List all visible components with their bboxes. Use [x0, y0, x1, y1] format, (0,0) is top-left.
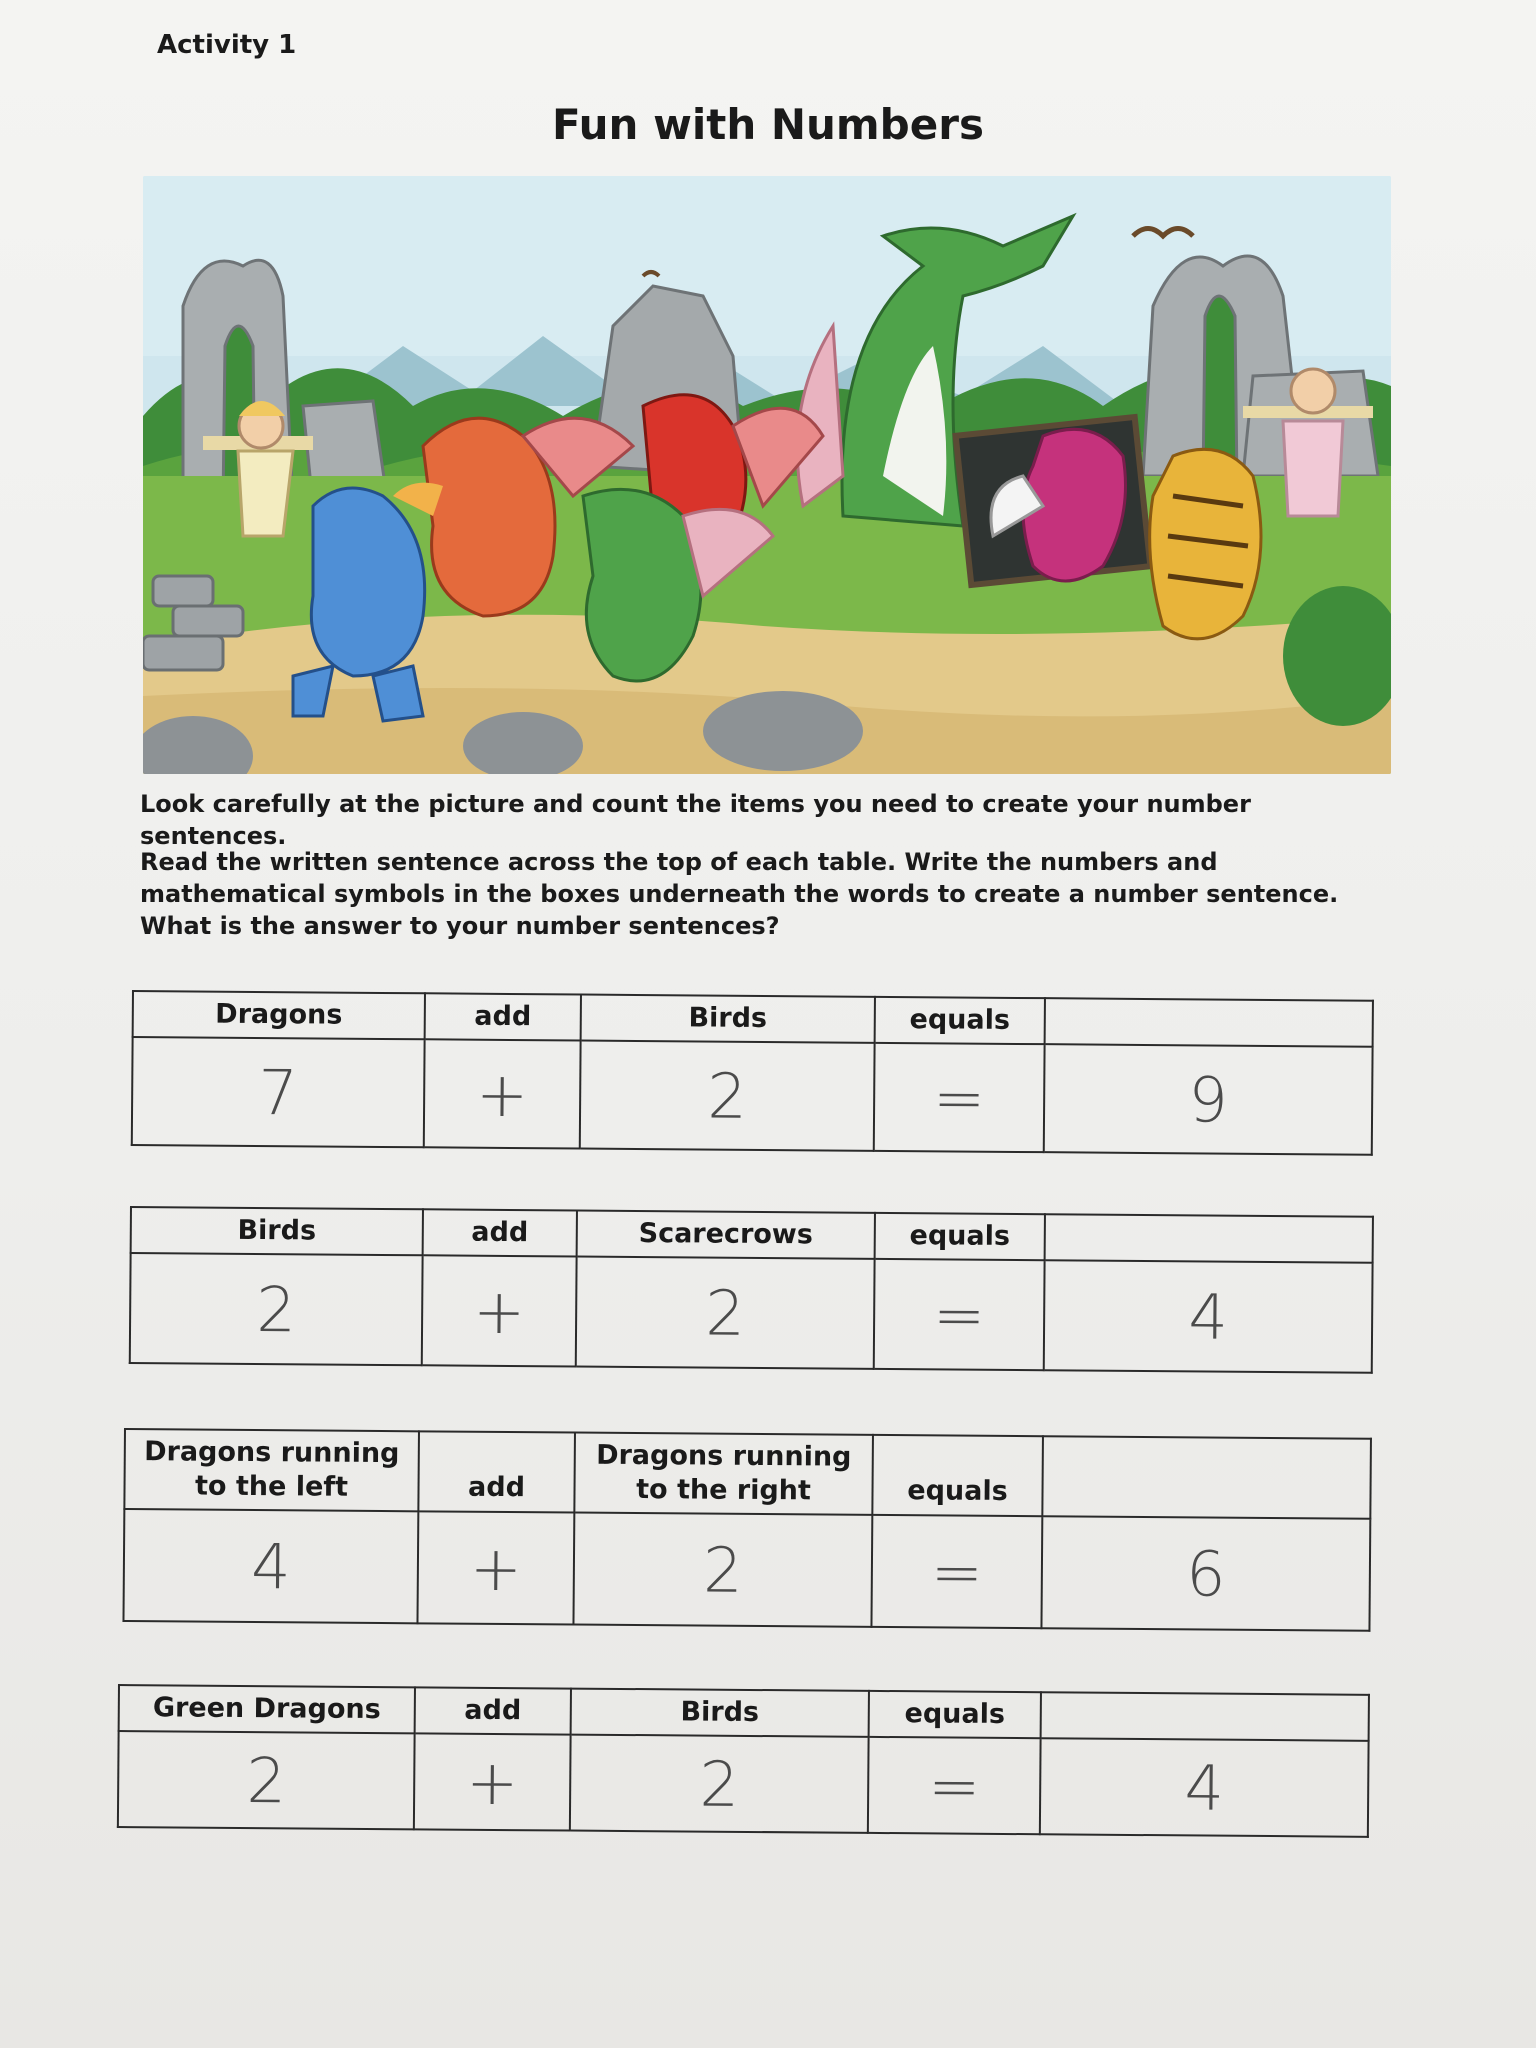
header-cell: equals	[875, 1213, 1045, 1260]
answer-cell[interactable]: 7	[132, 1037, 425, 1147]
instruction-paragraph-1: Look carefully at the picture and count the items you need to create your number sentences.	[140, 790, 1251, 850]
answer-cell[interactable]: +	[417, 1511, 574, 1624]
number-sentence-table-3	[122, 1428, 1371, 1632]
answer-cell[interactable]: +	[424, 1039, 581, 1148]
answer-cell[interactable]: 6	[1041, 1516, 1370, 1631]
header-cell: Green Dragons	[119, 1685, 415, 1733]
answer-cell[interactable]: 2	[580, 1041, 875, 1151]
header-cell: add	[425, 993, 581, 1040]
answer-cell[interactable]: 2	[573, 1513, 872, 1627]
header-cell: equals	[872, 1435, 1043, 1516]
answer-cell[interactable]: 9	[1044, 1044, 1373, 1155]
header-cell	[1042, 1436, 1371, 1519]
instruction-paragraph-2: Read the written sentence across the top of each table. Write the numbers and mathematical symbols in the boxes underneath the words to create a number sentence. What is the answer to your number sentences?	[140, 848, 1339, 940]
answer-cell[interactable]: 2	[118, 1731, 415, 1829]
answer-cell[interactable]: +	[422, 1255, 577, 1366]
number-sentence-table-2	[129, 1206, 1374, 1374]
header-cell	[1045, 1214, 1373, 1263]
header-cell: add	[415, 1687, 571, 1734]
header-cell: equals	[869, 1691, 1041, 1738]
header-cell	[1041, 1692, 1369, 1741]
header-cell: Dragons running to the left	[124, 1429, 419, 1511]
answer-cell[interactable]: =	[874, 1043, 1045, 1152]
header-cell: add	[418, 1431, 575, 1512]
header-cell: Dragons	[133, 991, 425, 1039]
number-sentence-table-4	[117, 1684, 1370, 1838]
answer-cell[interactable]: =	[874, 1259, 1045, 1370]
header-cell: Scarecrows	[577, 1211, 875, 1259]
answer-cell[interactable]: 2	[570, 1735, 869, 1833]
dragon-scene-illustration	[143, 176, 1391, 774]
answer-cell[interactable]: 4	[1044, 1260, 1373, 1373]
answer-cell[interactable]: 4	[1040, 1738, 1369, 1837]
header-cell: Birds	[571, 1689, 869, 1737]
answer-cell[interactable]: =	[871, 1515, 1042, 1628]
page-title: Fun with Numbers	[552, 100, 984, 149]
header-cell	[1045, 998, 1373, 1047]
answer-cell[interactable]: +	[414, 1733, 571, 1830]
header-cell: Birds	[581, 995, 875, 1043]
header-cell: equals	[875, 997, 1045, 1044]
answer-cell[interactable]: 2	[130, 1253, 423, 1365]
header-cell: add	[423, 1209, 577, 1256]
number-sentence-table-1	[131, 990, 1374, 1156]
answer-cell[interactable]: =	[868, 1737, 1041, 1834]
header-cell: Dragons running to the right	[574, 1433, 873, 1515]
activity-label: Activity 1	[157, 30, 297, 60]
header-cell: Birds	[131, 1207, 423, 1255]
answer-cell[interactable]: 4	[123, 1509, 418, 1623]
answer-cell[interactable]: 2	[576, 1257, 875, 1369]
